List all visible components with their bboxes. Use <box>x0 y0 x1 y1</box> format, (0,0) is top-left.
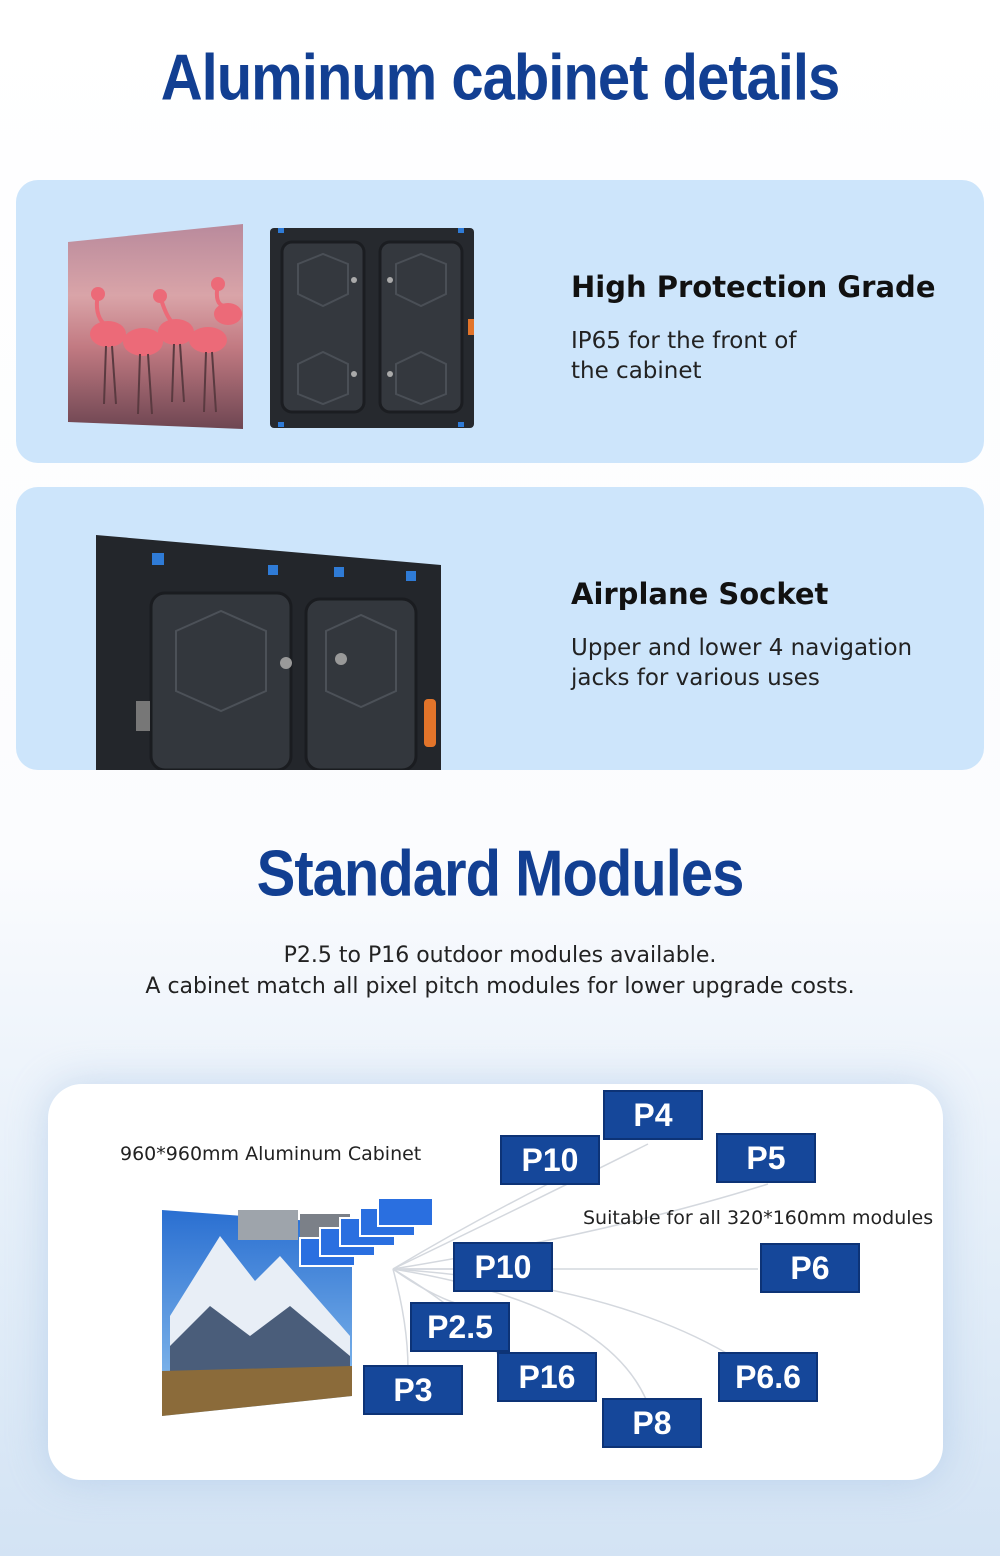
feature-description-line: the cabinet <box>571 358 702 384</box>
module-tag-p5: P5 <box>716 1133 816 1183</box>
feature-description-line: Upper and lower 4 navigation <box>571 635 913 661</box>
section-title-cabinet: Aluminum cabinet details <box>160 41 840 114</box>
module-tag-p4: P4 <box>603 1090 703 1140</box>
module-tag-p3: P3 <box>363 1365 463 1415</box>
feature-card-socket <box>16 487 984 770</box>
module-tag-p8: P8 <box>602 1398 702 1448</box>
module-tag-p2-5: P2.5 <box>410 1302 510 1352</box>
feature-title: Airplane Socket <box>571 577 829 611</box>
feature-description <box>571 633 912 693</box>
airplane-socket-image <box>96 531 441 770</box>
module-tag-p16: P16 <box>497 1352 597 1402</box>
module-tag-p10: P10 <box>453 1242 553 1292</box>
cabinet-size-label: 960*960mm Aluminum Cabinet <box>120 1143 422 1165</box>
cabinet-back-image <box>268 224 476 432</box>
feature-title: High Protection Grade <box>571 270 936 304</box>
suitable-modules-label: Suitable for all 320*160mm modules <box>583 1207 934 1229</box>
modules-intro-line: P2.5 to P16 outdoor modules available. <box>283 943 717 968</box>
feature-description-line: IP65 for the front of <box>571 328 797 354</box>
module-tag-p10: P10 <box>500 1135 600 1185</box>
section-title-modules: Standard Modules <box>256 837 744 910</box>
modules-diagram-panel <box>48 1084 943 1480</box>
modules-intro <box>0 940 1000 1002</box>
feature-card-protection <box>16 180 984 463</box>
module-tag-p6: P6 <box>760 1243 860 1293</box>
modules-intro-line: A cabinet match all pixel pitch modules for lower upgrade costs. <box>145 974 855 999</box>
flamingo-display-image <box>68 224 243 429</box>
feature-description-line: jacks for various uses <box>571 665 820 691</box>
module-tag-p6-6: P6.6 <box>718 1352 818 1402</box>
feature-description <box>571 326 796 386</box>
